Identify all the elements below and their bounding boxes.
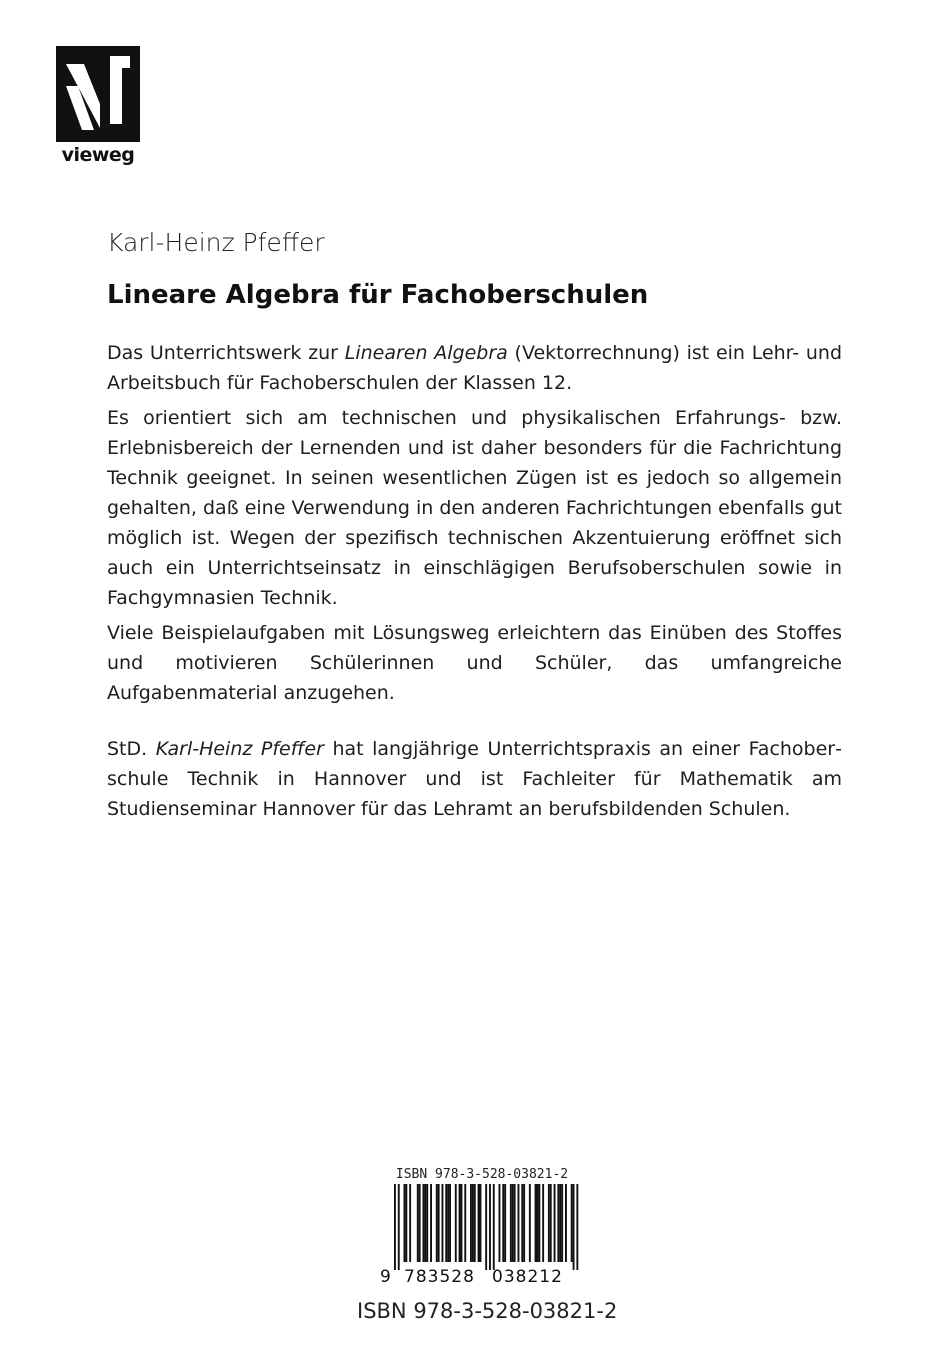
barcode-bar [426, 1184, 428, 1262]
barcode-bar [480, 1184, 482, 1262]
barcode-bar [445, 1184, 447, 1262]
barcode-bar [493, 1184, 495, 1270]
barcode-bar [518, 1184, 520, 1262]
barcode-bar [499, 1184, 501, 1262]
barcode-bar [419, 1184, 421, 1262]
barcode-bar [557, 1184, 559, 1262]
description-paragraph-1: Das Unterrichtswerk zur Linearen Algebra (Vektorrechnung) ist ein Lehr- und Arbeitsbuch für Fachoberschulen der Klassen 12. [107, 342, 843, 394]
author-bio: StD. Karl-Heinz Pfeffer hat langjährige Unterrichtspraxis an einer Fachoberschule Technik in Hannover und ist Fachleiter für Mathematik am Studienseminar Hannover für das Lehramt an berufsbildenden Schulen. [107, 738, 842, 820]
barcode-bar [455, 1184, 457, 1262]
barcode-bar [394, 1184, 396, 1270]
barcode-bar [461, 1184, 463, 1262]
author-bio-name: Karl-Heinz Pfeffer [155, 738, 324, 760]
book-description [107, 338, 842, 829]
barcode-bar [489, 1184, 491, 1270]
publisher-logo [56, 46, 142, 166]
barcode-digits-right: 038212 [492, 1267, 563, 1286]
barcode-bar [485, 1184, 487, 1270]
barcode-bar [405, 1184, 407, 1262]
barcode-bar [438, 1184, 440, 1262]
barcode-bar [510, 1184, 512, 1262]
barcode-bar [472, 1184, 474, 1262]
barcode-bar [474, 1184, 476, 1262]
barcode-bar [447, 1184, 449, 1262]
barcode-bar [550, 1184, 552, 1262]
barcode-bar [542, 1184, 544, 1262]
barcode-bar [430, 1184, 432, 1262]
barcode-bar [559, 1184, 561, 1262]
barcode-bar [459, 1184, 461, 1262]
description-paragraph-3: Viele Beispielaufgaben mit Lösungsweg erleichtern das Einüben des Stoffes und motivieren Schülerinnen und Schüler, das umfangreiche Aufgabenmaterial anzugehen. [107, 622, 842, 704]
barcode-bar [523, 1184, 525, 1262]
barcode-bar [529, 1184, 531, 1262]
barcode-digit-first: 9 [380, 1267, 391, 1286]
barcode-bar [423, 1184, 425, 1262]
barcode-bar [554, 1184, 556, 1262]
barcode-bar [424, 1184, 426, 1262]
book-title: Lineare Algebra für Fachoberschulen [107, 280, 649, 310]
barcode-bar [502, 1184, 504, 1262]
barcode-digits-left: 783528 [404, 1267, 475, 1286]
barcode-bar [398, 1184, 400, 1270]
description-paragraph-2: Es orientiert sich am technischen und physikalischen Erfahrungs- bzw. Erlebnisbereich der Lernenden und ist daher besonders für die Fachrichtung Technik geeignet. In seinen wesentlichen Zügen ist es jedoch so allgemein gehalten, daß eine Verwendung in den anderen Fachrichtungen ebenfalls gut möglich ist. Wegen der spezifisch technischen Akzentuierung eröffnet sich auch ein Unterrichtseinsatz in einschlägigen Berufsoberschulen sowie in Fachgymnasien Technik. [107, 407, 842, 609]
barcode-bar [565, 1184, 567, 1262]
barcode-bar [535, 1184, 537, 1262]
barcode-bar [464, 1184, 466, 1262]
barcode-bar [571, 1184, 573, 1262]
barcode-icon [380, 1184, 580, 1286]
subject-emphasis: Linearen Algebra [344, 342, 508, 364]
barcode-bar [537, 1184, 539, 1262]
barcode-bar [478, 1184, 480, 1262]
barcode-isbn-label: ISBN 978-3-528-03821-2 [395, 1167, 569, 1182]
barcode-bar [561, 1184, 563, 1262]
barcode-bar [449, 1184, 451, 1262]
barcode-bar [514, 1184, 516, 1262]
barcode-bar [512, 1184, 514, 1262]
barcode-bar [417, 1184, 419, 1262]
barcode-bar [404, 1184, 406, 1262]
isbn-number: ISBN 978-3-528-03821-2 [357, 1299, 618, 1323]
barcode [368, 1167, 588, 1286]
barcode-bar [573, 1184, 575, 1270]
book-author: Karl-Heinz Pfeffer [107, 228, 325, 257]
barcode-bar [470, 1184, 472, 1262]
barcode-bar [548, 1184, 550, 1262]
barcode-bar [504, 1184, 506, 1262]
barcode-bar [436, 1184, 438, 1262]
publisher-name: vieweg [61, 144, 135, 166]
vieweg-logo-icon [56, 46, 140, 142]
barcode-bar [576, 1184, 578, 1270]
barcode-bar [521, 1184, 523, 1262]
barcode-bar [538, 1184, 540, 1262]
barcode-bar [442, 1184, 444, 1262]
barcode-bar [409, 1184, 411, 1262]
